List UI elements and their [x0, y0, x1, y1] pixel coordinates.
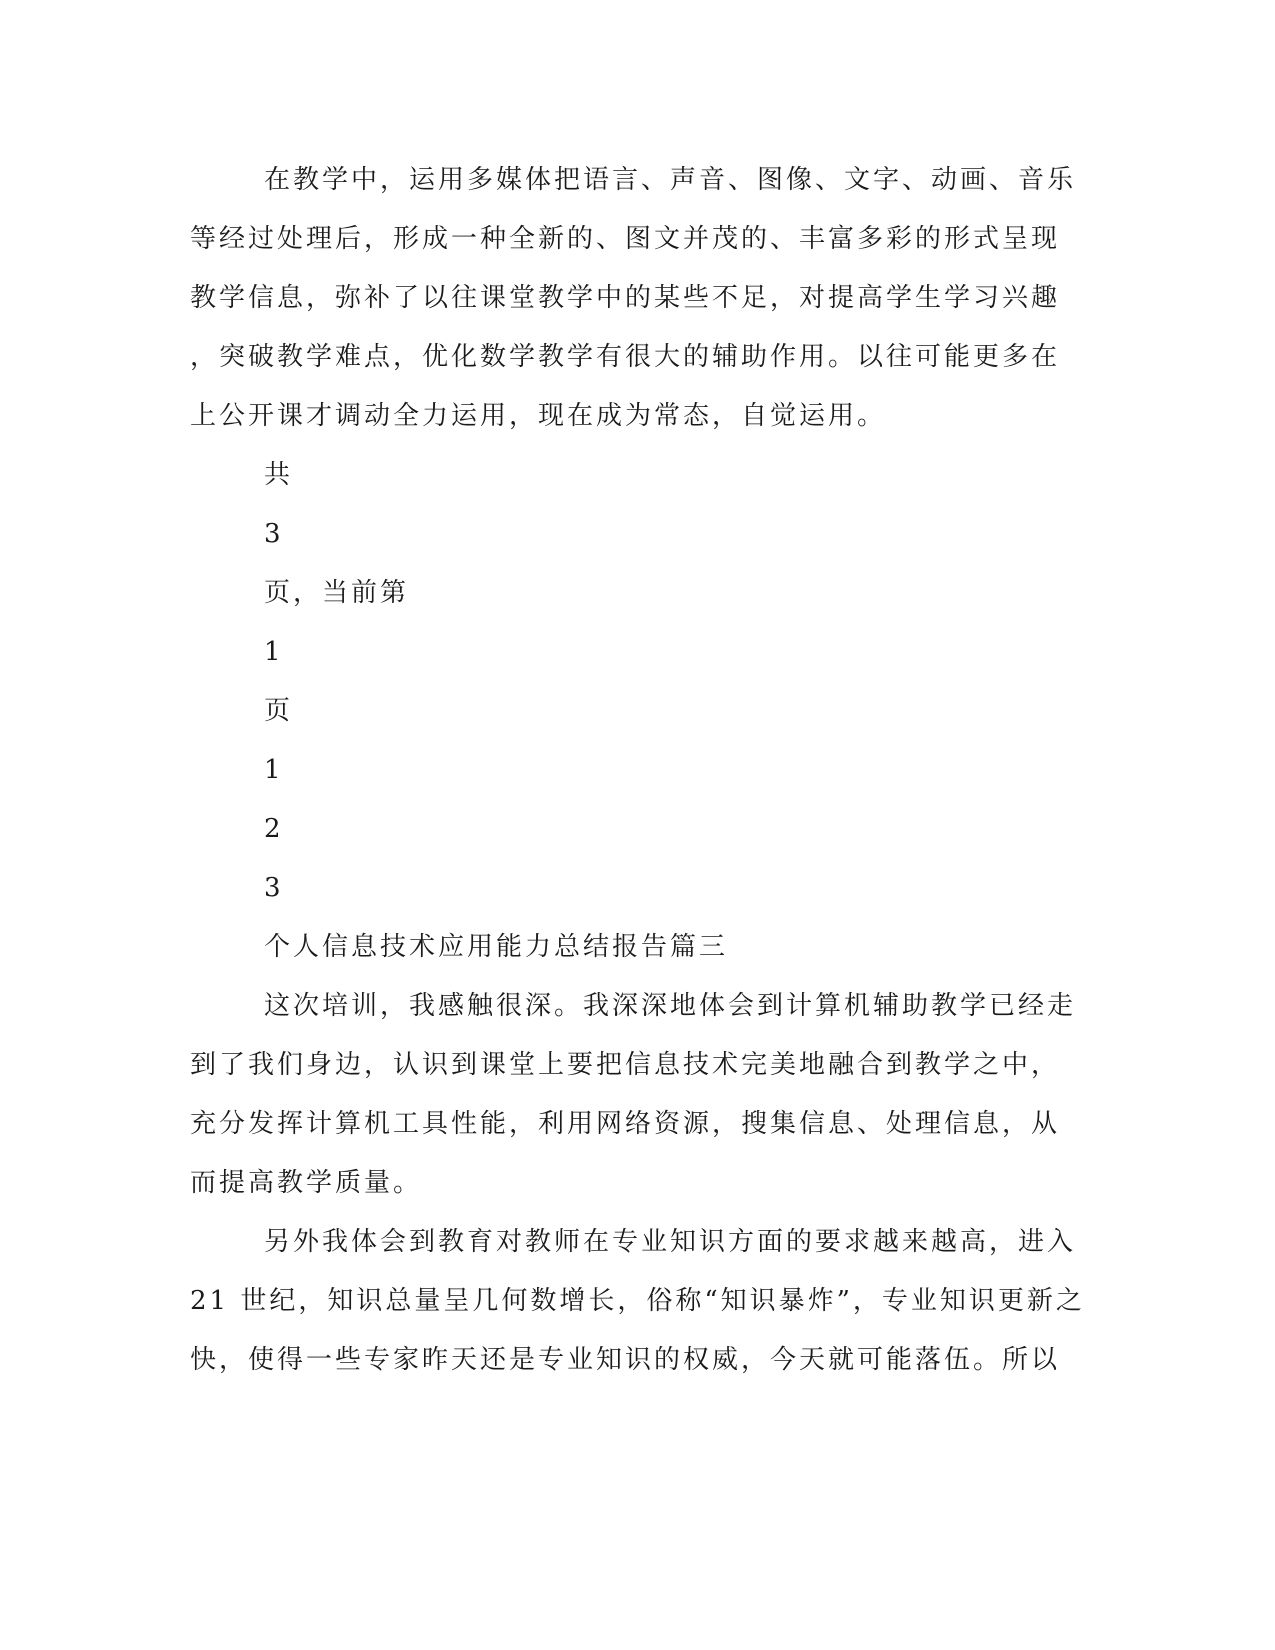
page-link-1[interactable]: 1 — [264, 755, 284, 785]
pagination-current-suffix: 页 — [264, 696, 294, 726]
paragraph-3-line-1: 另外我体会到教育对教师在专业知识方面的要求越来越高，进入 — [264, 1227, 1077, 1257]
paragraph-2-line-4: 而提高教学质量。 — [190, 1168, 423, 1198]
paragraph-2-line-3: 充分发挥计算机工具性能，利用网络资源，搜集信息、处理信息，从 — [190, 1109, 1061, 1139]
paragraph-1-line-4: ，突破教学难点，优化数学教学有很大的辅助作用。以往可能更多在 — [190, 342, 1061, 372]
paragraph-2-line-1: 这次培训，我感触很深。我深深地体会到计算机辅助教学已经走 — [264, 991, 1077, 1021]
paragraph-3-line-2: 21 世纪，知识总量呈几何数增长，俗称“知识暴炸”，专业知识更新之 — [190, 1286, 1085, 1316]
pagination-total-pages: 3 — [264, 519, 284, 549]
pagination-current-page: 1 — [264, 637, 284, 667]
pagination-current-prefix: 页，当前第 — [264, 578, 410, 608]
paragraph-2-line-2: 到了我们身边，认识到课堂上要把信息技术完美地融合到教学之中， — [190, 1050, 1061, 1080]
paragraph-3-line-3: 快，使得一些专家昨天还是专业知识的权威，今天就可能落伍。所以 — [190, 1345, 1061, 1375]
page-link-2[interactable]: 2 — [264, 814, 284, 844]
section-title: 个人信息技术应用能力总结报告篇三 — [264, 932, 729, 962]
page-link-3[interactable]: 3 — [264, 873, 284, 903]
pagination-total-prefix: 共 — [264, 460, 294, 490]
paragraph-1-line-2: 等经过处理后，形成一种全新的、图文并茂的、丰富多彩的形式呈现 — [190, 224, 1061, 254]
paragraph-1-line-3: 教学信息，弥补了以往课堂教学中的某些不足，对提高学生学习兴趣 — [190, 283, 1061, 313]
paragraph-1-line-1: 在教学中，运用多媒体把语言、声音、图像、文字、动画、音乐 — [264, 165, 1077, 195]
paragraph-1-line-5: 上公开课才调动全力运用，现在成为常态，自觉运用。 — [190, 401, 887, 431]
